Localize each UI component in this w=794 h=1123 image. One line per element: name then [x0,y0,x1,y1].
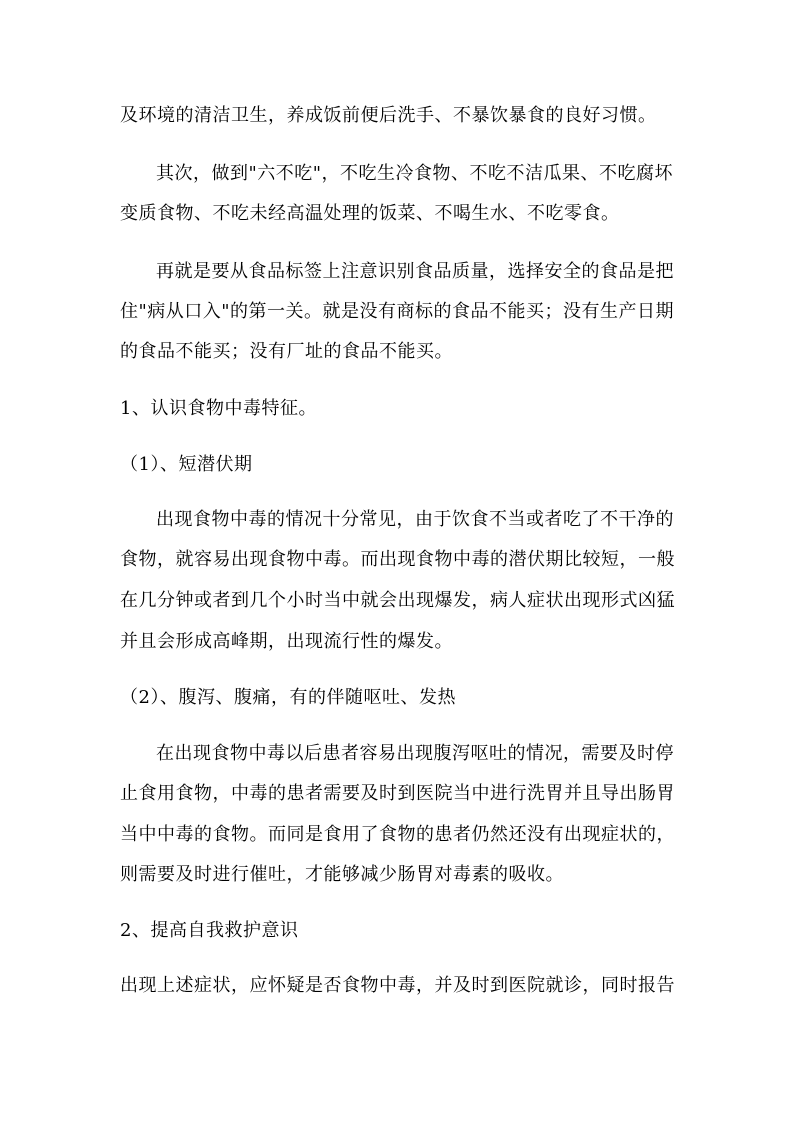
text-line: 在出现食物中毒以后患者容易出现腹泻呕吐的情况，需要及时停 [156,743,674,764]
text-line: 出现食物中毒的情况十分常见，由于饮食不当或者吃了不干净的 [156,509,674,530]
text-line: 则需要及时进行催吐，才能够减少肠胃对毒素的吸收。 [120,864,564,885]
section-heading: 2、提高自我救护意识 [120,920,299,941]
text-line: 再就是要从食品标签上注意识别食品质量，选择安全的食品是把 [156,261,674,282]
text-line: 的食品不能买；没有厂址的食品不能买。 [120,341,453,362]
text-line: 其次，做到"六不吃"，不吃生冷食物、不吃不洁瓜果、不吃腐坏 [156,163,674,184]
subsection-heading: （1）、短潜伏期 [120,454,253,475]
text-line: 食物，就容易出现食物中毒。而出现食物中毒的潜伏期比较短，一般 [120,549,675,570]
text-line: 在几分钟或者到几个小时当中就会出现爆发，病人症状出现形式凶猛 [120,590,675,611]
text-line: 变质食物、不吃未经高温处理的饭菜、不喝生水、不吃零食。 [120,203,620,224]
text-line: 止食用食物，中毒的患者需要及时到医院当中进行洗胃并且导出肠胃 [120,783,675,804]
text-line: 及环境的清洁卫生，养成饭前便后洗手、不暴饮暴食的良好习惯。 [120,105,657,126]
text-line: 出现上述症状，应怀疑是否食物中毒，并及时到医院就诊，同时报告 [120,975,675,996]
text-line: 并且会形成高峰期，出现流行性的爆发。 [120,631,453,652]
subsection-heading: （2）、腹泻、腹痛，有的伴随呕吐、发热 [120,687,456,708]
text-line: 住"病从口入"的第一关。就是没有商标的食品不能买；没有生产日期 [120,301,675,322]
section-heading: 1、认识食物中毒特征。 [120,398,317,419]
text-line: 当中中毒的食物。而同是食用了食物的患者仍然还没有出现症状的， [120,824,675,845]
